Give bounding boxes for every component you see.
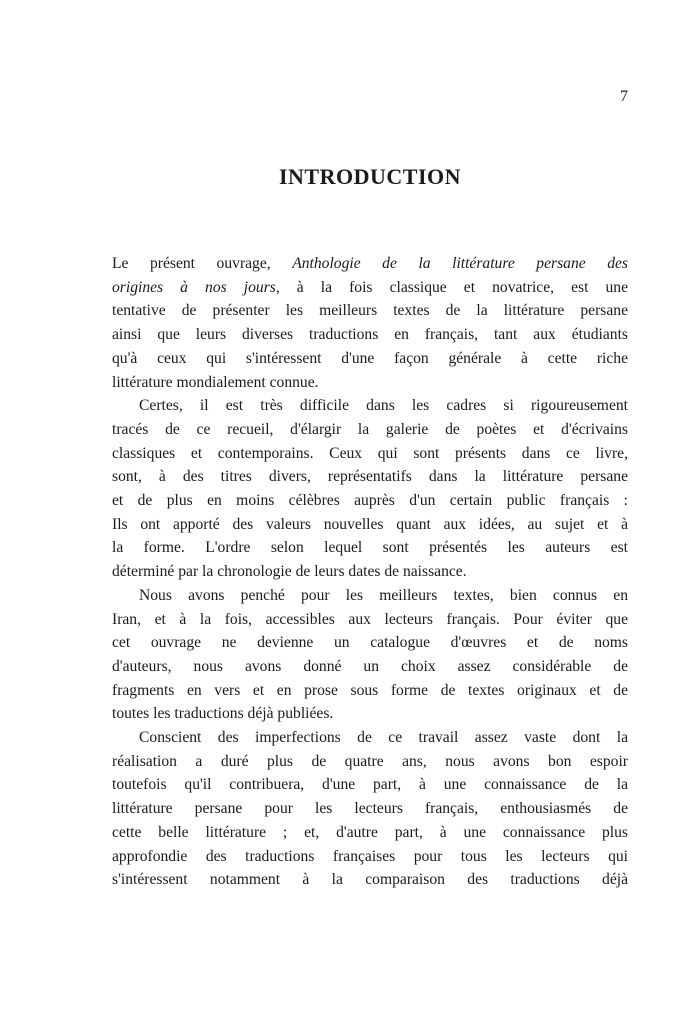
text-line (112, 465, 628, 489)
text-line (112, 560, 628, 584)
text-line (112, 726, 628, 750)
text-line (112, 371, 628, 395)
text-segment: la forme. L'ordre selon lequel sont présentés les auteurs est (112, 539, 628, 557)
body-text (112, 252, 628, 892)
text-segment: qu'à ceux qui s'intéressent d'une façon générale à cette riche (112, 349, 628, 367)
text-segment: tentative de présenter les meilleurs textes de la littérature persane (112, 302, 628, 320)
text-line (112, 394, 628, 418)
text-line (112, 418, 628, 442)
text-line (112, 821, 628, 845)
text-segment: Ils ont apporté des valeurs nouvelles quant aux idées, au sujet et à (112, 515, 628, 533)
text-segment: fragments en vers et en prose sous forme de textes originaux et de (112, 681, 628, 699)
paragraph (112, 584, 628, 726)
page-number: 7 (620, 88, 628, 105)
text-segment: sont, à des titres divers, représentatifs dans la littérature persane (112, 468, 628, 486)
text-segment: cette belle littérature ; et, d'autre part, à une connaissance plus (112, 823, 628, 841)
text-segment: cet ouvrage ne devienne un catalogue d'œuvres et de noms (112, 634, 628, 652)
text-segment: Le présent ouvrage, (112, 255, 293, 272)
text-line (112, 442, 628, 466)
chapter-heading: INTRODUCTION (278, 164, 462, 189)
text-line (112, 868, 628, 892)
text-segment: réalisation a duré plus de quatre ans, nous avons bon espoir (112, 752, 628, 770)
text-line (112, 797, 628, 821)
paragraph (112, 394, 628, 584)
text-segment: littérature mondialement connue. (112, 373, 319, 391)
text-segment: déterminé par la chronologie de leurs dates de naissance. (112, 563, 467, 581)
text-segment: Iran, et à la fois, accessibles aux lecteurs français. Pour éviter que (112, 610, 628, 628)
text-segment: Nous avons penché pour les meilleurs textes, bien connus en (139, 586, 628, 604)
text-line (112, 679, 628, 703)
text-segment: tracés de ce recueil, d'élargir la galerie de poètes et d'écrivains (112, 420, 628, 438)
text-line (112, 489, 628, 513)
text-segment: d'auteurs, nous avons donné un choix assez considérable de (112, 657, 628, 675)
text-line (112, 631, 628, 655)
text-line (112, 323, 628, 347)
text-line (112, 536, 628, 560)
text-line (112, 655, 628, 679)
text-line (112, 750, 628, 774)
text-line (112, 773, 628, 797)
text-line (112, 845, 628, 869)
text-segment: toutes les traductions déjà publiées. (112, 705, 334, 723)
text-line (112, 276, 628, 300)
text-line (112, 299, 628, 323)
text-line (112, 252, 628, 276)
text-segment: toutefois qu'il contribuera, d'une part, à une connaissance de la (112, 776, 628, 794)
text-line (112, 513, 628, 537)
paragraph (112, 252, 628, 394)
paragraph (112, 726, 628, 892)
italic-text-segment: origines à nos jours (112, 278, 276, 296)
text-line (112, 584, 628, 608)
text-segment: Certes, il est très difficile dans les cadres si rigoureusement (139, 397, 628, 415)
text-segment: classiques et contemporains. Ceux qui sont présents dans ce livre, (112, 444, 628, 462)
text-line (112, 608, 628, 632)
text-segment: et de plus en moins célèbres auprès d'un certain public français : (112, 492, 628, 510)
text-segment: , à la fois classique et novatrice, est une (275, 278, 628, 296)
text-line (112, 702, 628, 726)
text-line (112, 347, 628, 371)
text-segment: Conscient des imperfections de ce travail assez vaste dont la (139, 729, 628, 747)
text-segment: s'intéressent notamment à la comparaison des traductions déjà (112, 871, 628, 889)
italic-text-segment: Anthologie de la littérature persane des (292, 255, 628, 272)
text-segment: ainsi que leurs diverses traductions en français, tant aux étudiants (112, 326, 628, 344)
text-segment: littérature persane pour les lecteurs français, enthousiasmés de (112, 800, 628, 818)
text-segment: approfondie des traductions françaises pour tous les lecteurs qui (112, 847, 628, 865)
